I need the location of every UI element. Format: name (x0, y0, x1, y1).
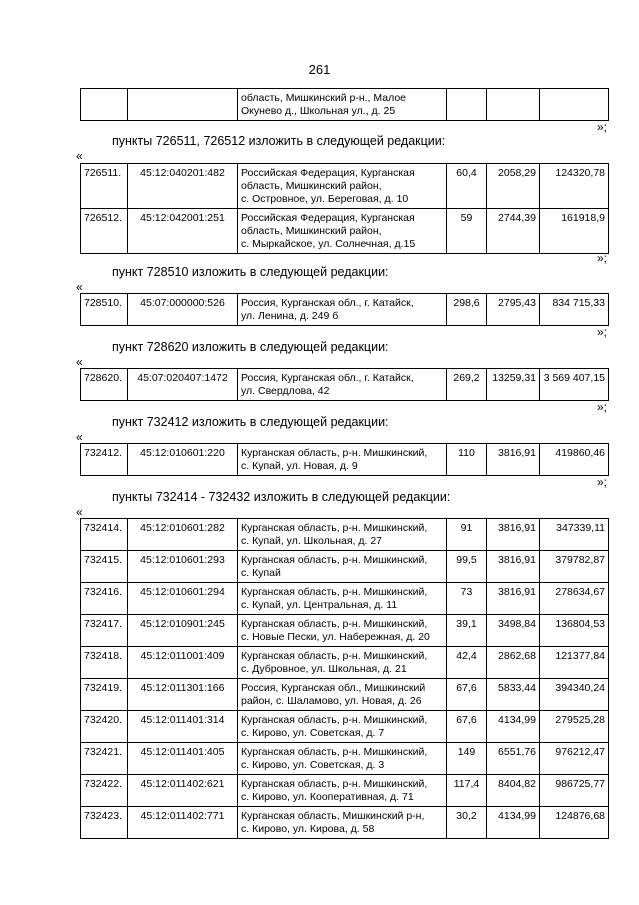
item-number-cell: 732418. (81, 647, 128, 679)
cadastral-number-cell: 45:12:011401:314 (128, 711, 238, 743)
price-cell: 3816,91 (487, 583, 540, 615)
item-number-cell: 732417. (81, 615, 128, 647)
total-value-cell: 124876,68 (540, 807, 609, 839)
total-value-cell: 834 715,33 (540, 294, 609, 326)
registry-table (80, 293, 609, 326)
cadastral-number-cell: 45:12:011301:166 (128, 679, 238, 711)
total-value-cell: 3 569 407,15 (540, 369, 609, 401)
price-cell: 6551,76 (487, 743, 540, 775)
address-cell: область, Мишкинский р-н., Малое Окунево д., Школьная ул., д. 25 (238, 89, 447, 121)
cadastral-number-cell: 45:12:042001:251 (128, 209, 238, 254)
table-row (81, 294, 609, 326)
item-number-cell: 732412. (81, 444, 128, 476)
table-row (81, 583, 609, 615)
address-cell: Курганская область, р-н. Мишкинский, с. Новые Пески, ул. Набережная, д. 20 (238, 615, 447, 647)
address-cell: Курганская область, р-н. Мишкинский, с. Кирово, ул. Советская, д. 7 (238, 711, 447, 743)
area-cell: 30,2 (447, 807, 487, 839)
item-number-cell: 732415. (81, 551, 128, 583)
registry-table (80, 163, 609, 254)
table-row (81, 711, 609, 743)
item-number-cell: 732423. (81, 807, 128, 839)
page-number: 261 (308, 62, 331, 77)
address-cell: Курганская область, р-н. Мишкинский, с. Купай (238, 551, 447, 583)
address-cell: Курганская область, р-н. Мишкинский, с. Купай, ул. Новая, д. 9 (238, 444, 447, 476)
cadastral-number-cell: 45:12:010601:294 (128, 583, 238, 615)
table-row (81, 775, 609, 807)
item-number-cell: 732419. (81, 679, 128, 711)
total-value-cell: 124320,78 (540, 164, 609, 209)
table-row (81, 209, 609, 254)
item-number-cell: 732414. (81, 519, 128, 551)
price-cell: 4134,99 (487, 807, 540, 839)
price-cell: 3816,91 (487, 444, 540, 476)
item-number-cell: 726511. (81, 164, 128, 209)
total-value-cell: 976212,47 (540, 743, 609, 775)
cadastral-number-cell: 45:12:010601:220 (128, 444, 238, 476)
area-cell (447, 89, 487, 121)
area-cell: 60,4 (447, 164, 487, 209)
opening-quote: « (76, 149, 83, 163)
amendment-instruction: пункт 728620 изложить в следующей редакции: (112, 340, 389, 354)
area-cell: 73 (447, 583, 487, 615)
price-cell: 2795,43 (487, 294, 540, 326)
table-row (81, 551, 609, 583)
address-cell: Курганская область, р-н. Мишкинский, с. Кирово, ул. Советская, д. 3 (238, 743, 447, 775)
cadastral-number-cell: 45:12:011401:405 (128, 743, 238, 775)
table-row (81, 519, 609, 551)
total-value-cell: 278634,67 (540, 583, 609, 615)
table-row (81, 647, 609, 679)
registry-table (80, 443, 609, 476)
area-cell: 298,6 (447, 294, 487, 326)
item-number-cell: 732420. (81, 711, 128, 743)
total-value-cell: 161918,9 (540, 209, 609, 254)
item-number-cell: 728510. (81, 294, 128, 326)
table-row (81, 444, 609, 476)
price-cell: 13259,31 (487, 369, 540, 401)
cadastral-number-cell: 45:12:011402:621 (128, 775, 238, 807)
total-value-cell: 986725,77 (540, 775, 609, 807)
address-cell: Российская Федерация, Курганская область, Мишкинский район, с. Мыркайское, ул. Солнечная, д.15 (238, 209, 447, 254)
area-cell: 117,4 (447, 775, 487, 807)
cadastral-number-cell: 45:07:000000:526 (128, 294, 238, 326)
address-cell: Россия, Курганская обл., Мишкинский район, с. Шаламово, ул. Новая, д. 26 (238, 679, 447, 711)
price-cell: 5833,44 (487, 679, 540, 711)
opening-quote: « (76, 430, 83, 444)
total-value-cell (540, 89, 609, 121)
table-row (81, 743, 609, 775)
closing-quote: »; (597, 400, 608, 414)
total-value-cell: 394340,24 (540, 679, 609, 711)
total-value-cell: 419860,46 (540, 444, 609, 476)
amendment-instruction: пункты 726511, 726512 изложить в следующей редакции: (112, 134, 446, 148)
price-cell: 3498,84 (487, 615, 540, 647)
area-cell: 42,4 (447, 647, 487, 679)
item-number-cell: 726512. (81, 209, 128, 254)
registry-table (80, 88, 609, 121)
address-cell: Россия, Курганская обл., г. Катайск, ул. Ленина, д. 249 б (238, 294, 447, 326)
address-cell: Курганская область, р-н. Мишкинский, с. Кирово, ул. Кооперативная, д. 71 (238, 775, 447, 807)
table-row (81, 807, 609, 839)
opening-quote: « (76, 505, 83, 519)
address-cell: Российская Федерация, Курганская область, Мишкинский район, с. Островное, ул. Береговая, д. 10 (238, 164, 447, 209)
amendment-instruction: пункт 732412 изложить в следующей редакции: (112, 415, 389, 429)
cadastral-number-cell: 45:07:020407:1472 (128, 369, 238, 401)
area-cell: 39,1 (447, 615, 487, 647)
total-value-cell: 379782,87 (540, 551, 609, 583)
price-cell: 3816,91 (487, 551, 540, 583)
table-row (81, 164, 609, 209)
area-cell: 91 (447, 519, 487, 551)
area-cell: 67,6 (447, 679, 487, 711)
opening-quote: « (76, 280, 83, 294)
address-cell: Курганская область, р-н. Мишкинский, с. Купай, ул. Школьная, д. 27 (238, 519, 447, 551)
total-value-cell: 136804,53 (540, 615, 609, 647)
closing-quote: »; (597, 475, 608, 489)
address-cell: Курганская область, р-н. Мишкинский, с. Купай, ул. Центральная, д. 11 (238, 583, 447, 615)
item-number-cell: 728620. (81, 369, 128, 401)
item-number-cell: 732421. (81, 743, 128, 775)
address-cell: Россия, Курганская обл., г. Катайск, ул. Свердлова, 42 (238, 369, 447, 401)
address-cell: Курганская область, р-н. Мишкинский, с. Дубровное, ул. Школьная, д. 21 (238, 647, 447, 679)
item-number-cell: 732422. (81, 775, 128, 807)
cadastral-number-cell: 45:12:010601:293 (128, 551, 238, 583)
total-value-cell: 347339,11 (540, 519, 609, 551)
area-cell: 269,2 (447, 369, 487, 401)
address-cell: Курганская область, Мишкинский р-н, с. Кирово, ул. Кирова, д. 58 (238, 807, 447, 839)
price-cell: 4134,99 (487, 711, 540, 743)
area-cell: 99,5 (447, 551, 487, 583)
cadastral-number-cell: 45:12:011402:771 (128, 807, 238, 839)
item-number-cell (81, 89, 128, 121)
area-cell: 110 (447, 444, 487, 476)
item-number-cell: 732416. (81, 583, 128, 615)
cadastral-number-cell: 45:12:011001:409 (128, 647, 238, 679)
price-cell: 8404,82 (487, 775, 540, 807)
closing-quote: »; (597, 325, 608, 339)
area-cell: 149 (447, 743, 487, 775)
amendment-instruction: пункты 732414 - 732432 изложить в следующей редакции: (112, 490, 451, 504)
total-value-cell: 279525,28 (540, 711, 609, 743)
total-value-cell: 121377,84 (540, 647, 609, 679)
cadastral-number-cell (128, 89, 238, 121)
opening-quote: « (76, 355, 83, 369)
cadastral-number-cell: 45:12:010601:282 (128, 519, 238, 551)
cadastral-number-cell: 45:12:040201:482 (128, 164, 238, 209)
amendment-instruction: пункт 728510 изложить в следующей редакции: (112, 265, 389, 279)
price-cell: 3816,91 (487, 519, 540, 551)
price-cell: 2744,39 (487, 209, 540, 254)
table-row (81, 89, 609, 121)
cadastral-number-cell: 45:12:010901:245 (128, 615, 238, 647)
closing-quote: »; (597, 251, 608, 265)
table-row (81, 615, 609, 647)
table-row (81, 369, 609, 401)
registry-table (80, 518, 609, 839)
registry-table (80, 368, 609, 401)
closing-quote: »; (597, 120, 608, 134)
price-cell: 2058,29 (487, 164, 540, 209)
table-row (81, 679, 609, 711)
price-cell (487, 89, 540, 121)
area-cell: 67,6 (447, 711, 487, 743)
area-cell: 59 (447, 209, 487, 254)
price-cell: 2862,68 (487, 647, 540, 679)
